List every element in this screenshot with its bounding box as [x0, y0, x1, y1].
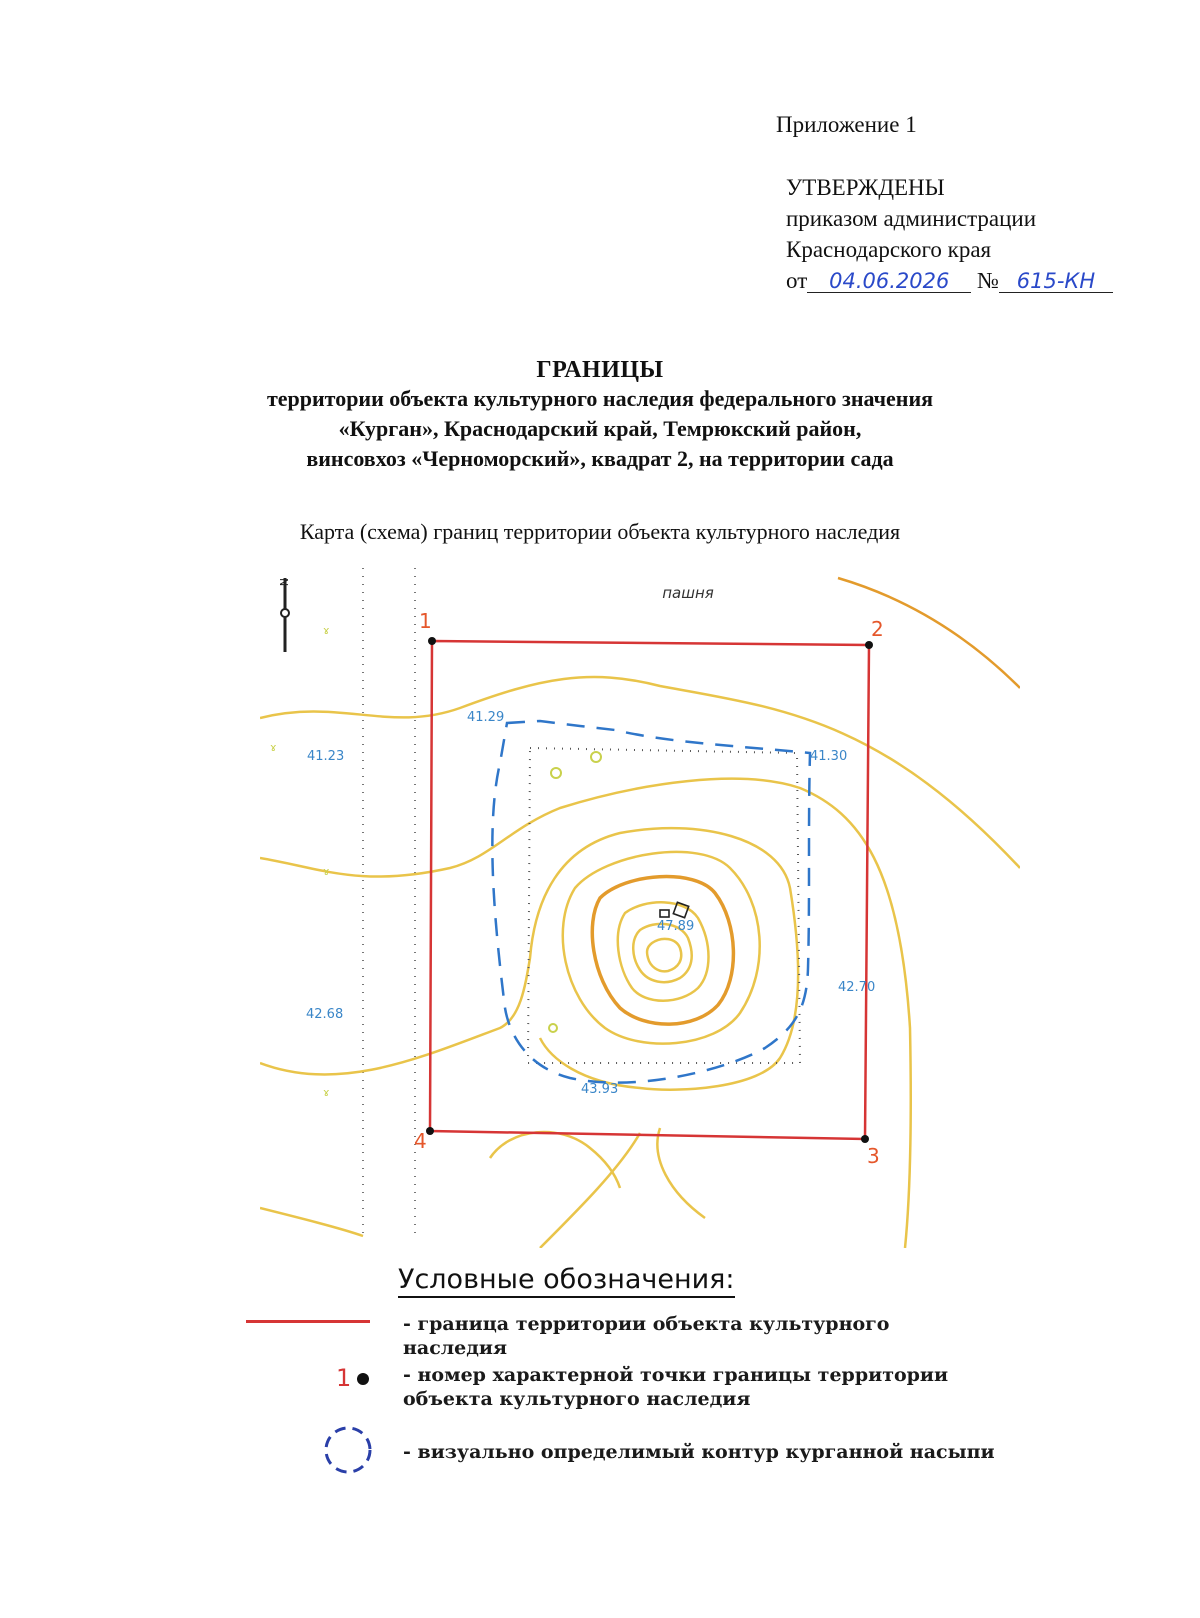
point-2-marker	[865, 641, 873, 649]
title-main: ГРАНИЦЫ	[536, 357, 664, 383]
legend-mound-symbol-icon	[320, 1422, 376, 1478]
legend-point-number: 1	[336, 1364, 352, 1392]
legend-item-text: объекта культурного наследия	[403, 1388, 751, 1410]
order-date-handwritten: 04.06.2026	[807, 270, 971, 293]
north-arrow-icon	[277, 578, 290, 652]
order-line-2: Краснодарского края	[786, 237, 992, 262]
land-label: пашня	[662, 584, 714, 602]
point-2-label: 2	[871, 617, 884, 641]
order-date-line	[786, 265, 1113, 296]
elevation-label: 41.23	[307, 749, 345, 764]
north-label: N	[277, 578, 290, 587]
point-4-marker	[426, 1127, 434, 1135]
elevation-label: 41.30	[810, 749, 848, 764]
svg-text:ɤ: ɤ	[323, 1086, 330, 1099]
point-dot-icon	[357, 1373, 369, 1385]
title-line-2: «Курган», Краснодарский край, Темрюкский район,	[338, 416, 862, 441]
elevation-label: 43.93	[581, 1082, 619, 1097]
title-line-1: территории объекта культурного наследия федерального значения	[266, 386, 934, 411]
legend-item-text: - номер характерной точки границы территории	[403, 1364, 949, 1386]
legend-item-boundary	[403, 1312, 889, 1360]
order-line-1: приказом администрации	[786, 206, 1037, 231]
elevation-label: 47.89	[657, 919, 695, 934]
legend-item-text: наследия	[403, 1337, 508, 1359]
elevation-label: 41.29	[467, 710, 505, 725]
svg-text:ɤ: ɤ	[270, 741, 277, 754]
legend-point-symbol	[336, 1364, 369, 1392]
contour-lines	[260, 578, 1020, 1248]
svg-text:ɤ: ɤ	[323, 865, 330, 878]
number-prefix: №	[977, 268, 999, 293]
map-caption: Карта (схема) границ территории объекта культурного наследия	[299, 519, 901, 544]
order-number-handwritten: 615-КН	[999, 270, 1113, 293]
point-1-marker	[428, 637, 436, 645]
appendix-label: Приложение 1	[776, 112, 917, 137]
legend-boundary-line-symbol	[246, 1320, 370, 1323]
elevation-label: 42.70	[838, 980, 876, 995]
legend-title: Условные обозначения:	[398, 1264, 735, 1298]
approval-block	[786, 172, 1113, 296]
legend-item-text: - граница территории объекта культурного	[403, 1313, 890, 1335]
approved-label: УТВЕРЖДЕНЫ	[786, 175, 945, 200]
svg-text:ɤ: ɤ	[323, 624, 330, 637]
point-3-label: 3	[867, 1144, 880, 1168]
point-1-label: 1	[419, 609, 432, 633]
document-title	[0, 357, 1200, 474]
point-3-marker	[861, 1135, 869, 1143]
legend-item-text: - визуально определимый контур курганной насыпи	[403, 1441, 995, 1463]
title-line-3: винсовхоз «Черноморский», квадрат 2, на территории сада	[306, 446, 894, 471]
survey-outline	[528, 748, 800, 1063]
elevation-label: 42.68	[306, 1007, 344, 1022]
date-prefix: от	[786, 268, 808, 293]
boundary-map	[260, 568, 1020, 1248]
point-4-label: 4	[414, 1129, 427, 1153]
legend-item-point	[403, 1363, 948, 1411]
point-labels	[414, 609, 884, 1168]
legend-item-mound	[403, 1440, 995, 1464]
